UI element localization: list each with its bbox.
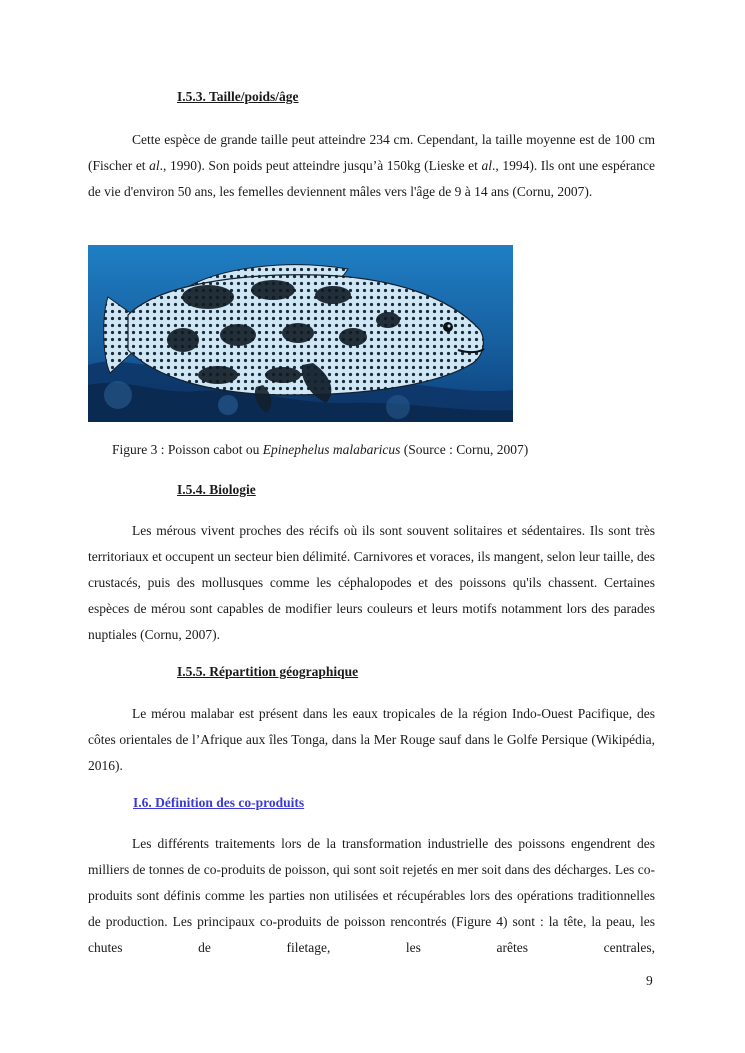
caption-prefix: Figure 3 : Poisson cabot ou <box>112 442 263 457</box>
paragraph-coproduits: Les différents traitements lors de la transformation industrielle des poissons engendrent des milliers de tonnes de co-produits de poisson, qui sont soit rejetés en mer soit dans des décharges. Les co-produits sont définis comme les parties non utilisées et récupérables lors des opérations traditionnelles de production. Les principaux co-produits de poisson rencontrés (Figure 4) sont : la tête, la peau, les chutes de filetage, les arêtes centrales, <box>88 836 655 955</box>
grouper-illustration <box>88 245 513 422</box>
figure-3-caption <box>112 442 528 458</box>
paragraph-biologie: Les mérous vivent proches des récifs où ils sont souvent solitaires et sédentaires. Ils sont très territoriaux et occupent un secteur bien délimité. Carnivores et voraces, ils mangent, selon leur taille, des crustacés, puis des mollusques comme les céphalopodes et des poissons qu'ils chassent. Certaines espèces de mérou sont capables de modifier leurs couleurs et leurs motifs notamment lors des parades nuptiales (Cornu, 2007). <box>88 523 655 642</box>
heading-definition-coproduits[interactable]: I.6. Définition des co-produits <box>133 795 305 810</box>
caption-species: Epinephelus malabaricus <box>262 442 401 457</box>
heading-taille-poids-age: I.5.3. Taille/poids/âge <box>177 89 299 104</box>
heading-biologie: I.5.4. Biologie <box>177 482 256 497</box>
paragraph-taille-al-1: al <box>149 158 160 173</box>
paragraph-taille-part1: Cette espèce de grande taille peut atteindre 234 cm. Cependant, la taille moyenne est de 100 cm (Fischer et <box>88 132 655 173</box>
caption-suffix: (Source : Cornu, 2007) <box>400 442 529 457</box>
heading-repartition-geographique: I.5.5. Répartition géographique <box>177 664 359 679</box>
paragraph-taille-part2: ., 1990). Son poids peut atteindre jusqu’à 150kg (Lieske et <box>159 158 482 173</box>
paragraph-taille <box>88 127 655 205</box>
paragraph-taille-part3: ., 1994). Ils ont une espérance de vie d'environ 50 ans, les femelles deviennent mâles vers l'âge de 9 à 14 ans (Cornu, 2007). <box>88 158 655 199</box>
paragraph-repartition: Le mérou malabar est présent dans les eaux tropicales de la région Indo-Ouest Pacifique, des côtes orientales de l’Afrique aux îles Tonga, dans la Mer Rouge sauf dans le Golfe Persique (Wikipédia, 2016). <box>88 706 655 773</box>
paragraph-taille-al-2: al <box>481 158 493 173</box>
page-number: 9 <box>646 973 653 988</box>
figure-3-fish-photo <box>88 245 513 422</box>
